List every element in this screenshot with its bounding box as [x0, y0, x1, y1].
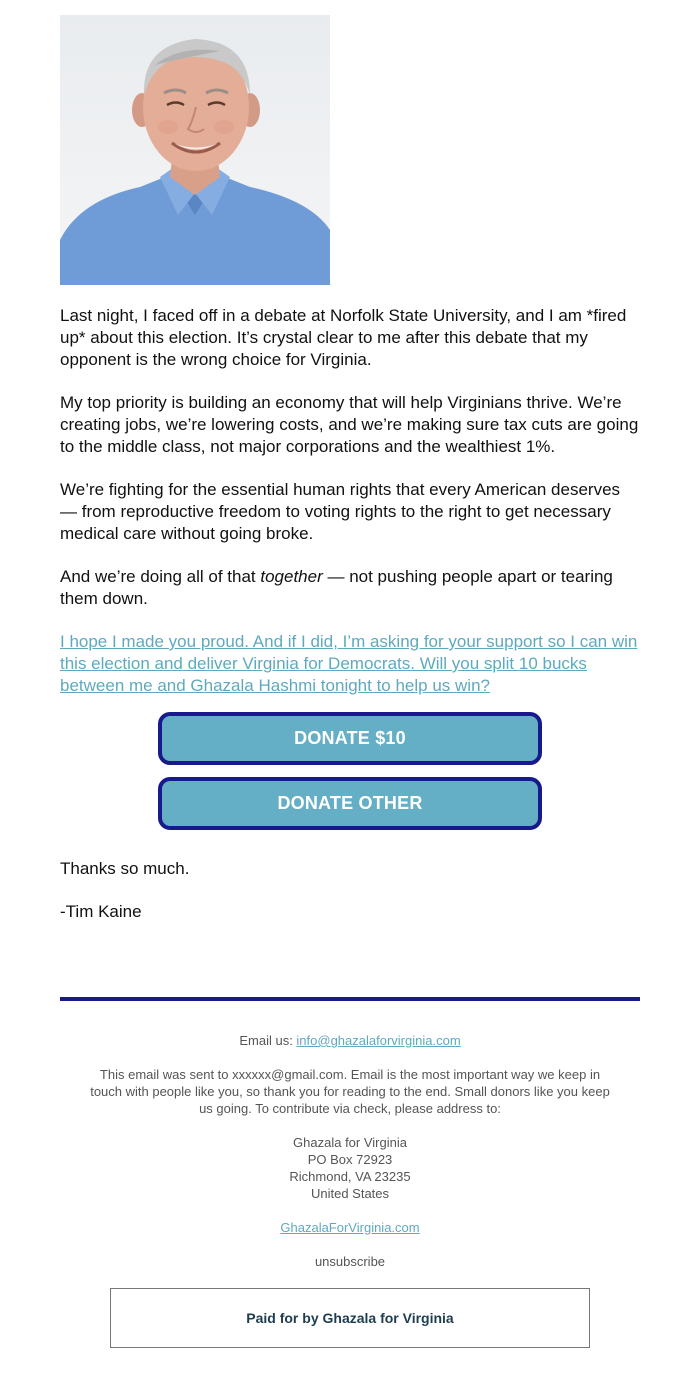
- email-content: [60, 15, 640, 944]
- donate-other-button[interactable]: DONATE OTHER: [158, 777, 542, 830]
- mailing-address: [60, 1134, 640, 1202]
- paragraph-debate: Last night, I faced off in a debate at Norfolk State University, and I am *fired up* about this election. It’s crystal clear to me after this debate that my opponent is the wrong choice for Virginia.: [60, 306, 627, 369]
- unsubscribe-line: [60, 1253, 640, 1270]
- contact-line: [60, 1032, 640, 1049]
- address-line-2: PO Box 72923: [307, 1152, 393, 1167]
- email-body: [60, 305, 640, 697]
- donate-buttons: [60, 712, 640, 830]
- paid-for-disclaimer: [110, 1288, 590, 1348]
- contact-email-link[interactable]: info@ghazalaforvirginia.com: [296, 1033, 461, 1048]
- paragraph-rights: We’re fighting for the essential human rights that every American deserves — from reproductive freedom to voting rights to the right to get necessary medical care without going broke.: [60, 480, 621, 543]
- website-link[interactable]: GhazalaForVirginia.com: [280, 1220, 420, 1235]
- unsubscribe-link[interactable]: unsubscribe: [314, 1254, 386, 1269]
- email-footer: [60, 1032, 640, 1287]
- paragraph-ask: [60, 631, 640, 697]
- donate-10-button[interactable]: DONATE $10: [158, 712, 542, 765]
- together-emphasis: together: [260, 567, 323, 586]
- email-label: Email us:: [239, 1033, 297, 1048]
- candidate-photo: [60, 15, 330, 285]
- together-text-before: And we’re doing all of that: [60, 567, 261, 586]
- donation-ask-link[interactable]: I hope I made you proud. And if I did, I’m asking for your support so I can win this election and deliver Virginia for Democrats. Will you split 10 bucks between me and Ghazala Hashmi tonight to help us win?: [60, 632, 638, 695]
- signoff: [60, 858, 640, 923]
- address-line-1: Ghazala for Virginia: [293, 1135, 407, 1150]
- signature: -Tim Kaine: [60, 902, 142, 921]
- website-line: [60, 1219, 640, 1236]
- disclaimer-text: This email was sent to xxxxxx@gmail.com. Email is the most important way we keep in touch with people like you, so thank you for reading to the end. Small donors like you keep us going. To contribute via check, please address to:: [90, 1067, 610, 1116]
- thanks-text: Thanks so much.: [60, 859, 190, 878]
- paragraph-economy: My top priority is building an economy that will help Virginians thrive. We’re creating jobs, we’re lowering costs, and we’re making sure tax cuts are going to the middle class, not major corporations and the wealthiest 1%.: [60, 393, 639, 456]
- footer-divider: [60, 997, 640, 1001]
- paragraph-together: [60, 566, 640, 610]
- address-line-4: United States: [310, 1186, 390, 1201]
- together-text-after: — not pushing people apart or tearing them down.: [60, 567, 613, 608]
- address-line-3: Richmond, VA 23235: [289, 1169, 411, 1184]
- paid-for-text: Paid for by Ghazala for Virginia: [246, 1310, 454, 1326]
